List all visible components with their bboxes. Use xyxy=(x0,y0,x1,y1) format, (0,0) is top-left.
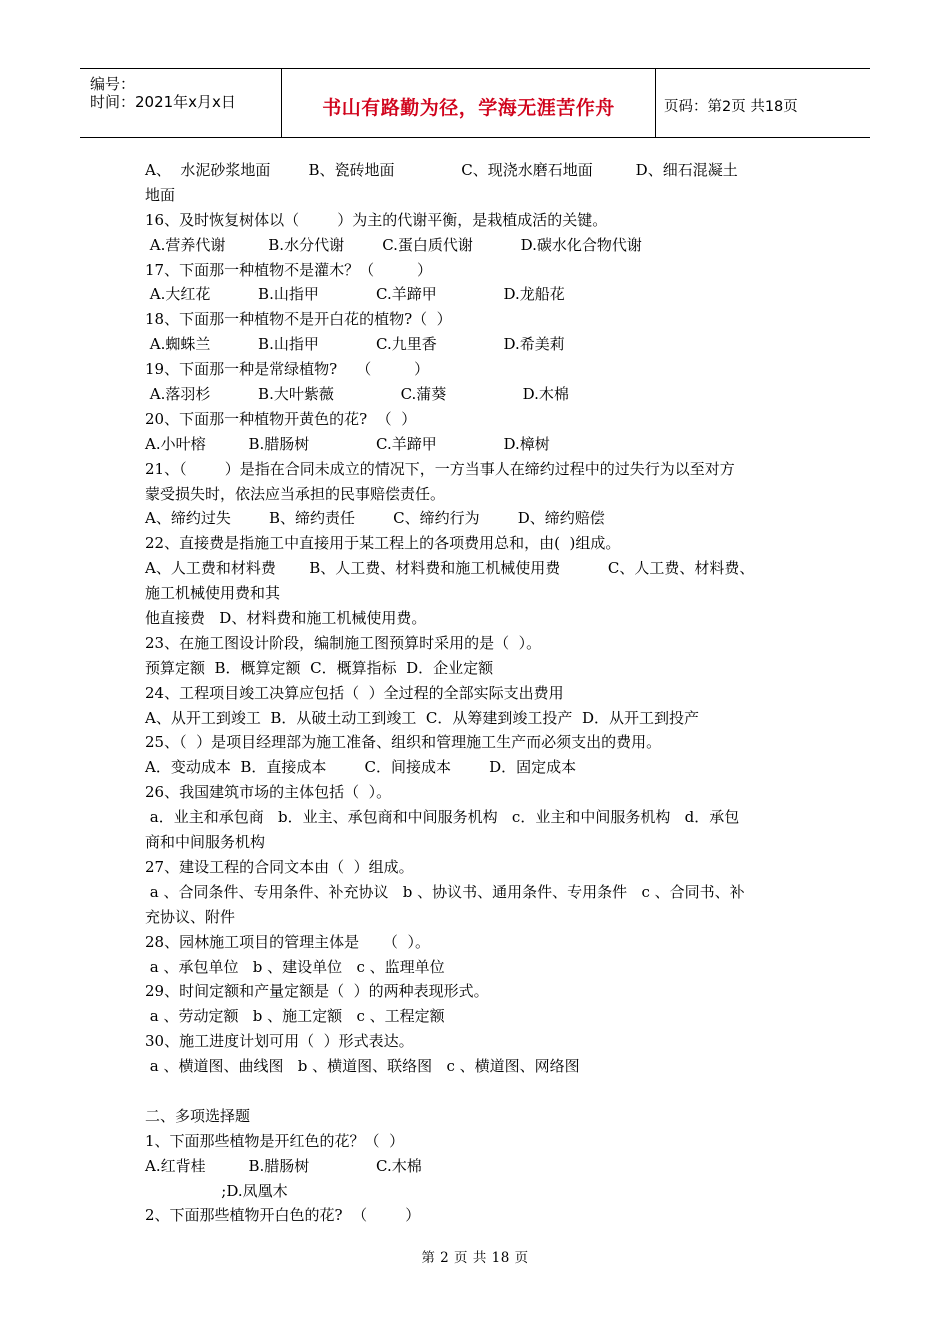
header-page-cell xyxy=(656,69,870,137)
document-date-label: 时间：2021年x月x日 xyxy=(90,93,236,111)
text-line: a 、横道图、曲线图 b 、横道图、联络图 c 、横道图、网络图 xyxy=(145,1057,580,1076)
text-line: A、 水泥砂浆地面 B、瓷砖地面 C、现浇水磨石地面 D、细石混凝土 xyxy=(145,161,738,179)
page-header xyxy=(80,68,870,138)
text-line: 27、建设工程的合同文本由（ ）组成。 xyxy=(145,857,414,876)
text-line: 26、我国建筑市场的主体包括（ ）。 xyxy=(145,783,392,802)
text-line: a．业主和承包商 b．业主、承包商和中间服务机构 c．业主和中间服务机构 d．承包 xyxy=(145,808,740,827)
text-line: a 、合同条件、专用条件、补充协议 b 、协议书、通用条件、专用条件 c 、合同书、补 xyxy=(145,882,745,901)
text-line: 16、及时恢复树体以（ ）为主的代谢平衡，是栽植成活的关键。 xyxy=(145,210,608,229)
text-line: 充协议、附件 xyxy=(145,907,236,926)
text-line: A.蜘蛛兰 B.山指甲 C.九里香 D.希美莉 xyxy=(145,335,565,354)
text-line: 17、下面那一种植物不是灌木？（ ） xyxy=(145,260,433,279)
text-line: A．变动成本 B．直接成本 C．间接成本 D．固定成本 xyxy=(145,758,577,777)
text-line: a 、承包单位 b 、建设单位 c 、监理单位 xyxy=(145,957,445,976)
header-motto-cell xyxy=(282,69,656,137)
header-meta-cell xyxy=(80,69,282,137)
text-line xyxy=(145,1079,825,1104)
text-line: 商和中间服务机构 xyxy=(145,833,266,852)
text-line: A.小叶榕 B.腊肠树 C.羊蹄甲 D.樟树 xyxy=(145,434,550,453)
text-line: 二、多项选择题 xyxy=(145,1106,251,1125)
text-line: 21、（ ）是指在合同未成立的情况下，一方当事人在缔约过程中的过失行为以至对方 xyxy=(145,459,735,478)
text-line: 30、施工进度计划可用（ ）形式表达。 xyxy=(145,1032,414,1051)
text-line: 预算定额 B．概算定额 C．概算指标 D．企业定额 xyxy=(145,658,494,677)
document-body xyxy=(145,158,825,1228)
text-line: 23、在施工图设计阶段，编制施工图预算时采用的是（ ）。 xyxy=(145,633,542,652)
text-line: 22、直接费是指施工中直接用于某工程上的各项费用总和，由( )组成。 xyxy=(145,534,621,553)
text-line: A、从开工到竣工 B．从破土动工到竣工 C．从筹建到竣工投产 D．从开工到投产 xyxy=(145,708,699,727)
page-footer: 第 2 页 共 18 页 xyxy=(421,1250,529,1266)
header-motto: 书山有路勤为径，学海无涯苦作舟 xyxy=(322,97,615,119)
text-line: 他直接费 D、材料费和施工机械使用费。 xyxy=(145,609,427,628)
header-page-number: 页码：第2页 共18页 xyxy=(664,99,798,115)
text-line: A、缔约过失 B、缔约责任 C、缔约行为 D、缔约赔偿 xyxy=(145,509,605,528)
text-line: 蒙受损失时，依法应当承担的民事赔偿责任。 xyxy=(145,484,446,503)
text-line: ;D.凤凰木 xyxy=(145,1181,288,1200)
text-line: 20、下面那一种植物开黄色的花? （ ） xyxy=(145,409,417,428)
text-line: 28、园林施工项目的管理主体是 （ ）。 xyxy=(145,932,430,951)
text-line: 1、下面那些植物是开红色的花？（ ） xyxy=(145,1131,405,1150)
text-line: 施工机械使用费和其 xyxy=(145,584,281,603)
text-line: A.大红花 B.山指甲 C.羊蹄甲 D.龙船花 xyxy=(145,285,565,304)
text-line: A、人工费和材料费 B、人工费、材料费和施工机械使用费 C、人工费、材料费、 xyxy=(145,559,755,578)
text-line: 2、下面那些植物开白色的花? （ ） xyxy=(145,1206,421,1225)
text-line: 29、时间定额和产量定额是（ ）的两种表现形式。 xyxy=(145,982,489,1001)
text-line: 地面 xyxy=(145,185,176,204)
text-line: a 、劳动定额 b 、施工定额 c 、工程定额 xyxy=(145,1007,445,1026)
text-line: 25、（ ）是项目经理部为施工准备、组织和管理施工生产而必须支出的费用。 xyxy=(145,733,662,752)
text-line: A.红背桂 B.腊肠树 C.木棉 xyxy=(145,1156,422,1175)
text-line: 19、下面那一种是常绿植物? （ ） xyxy=(145,360,430,379)
text-line: A.落羽杉 B.大叶紫薇 C.蒲葵 D.木棉 xyxy=(145,385,569,404)
text-line: A.营养代谢 B.水分代谢 C.蛋白质代谢 D.碳水化合物代谢 xyxy=(145,235,642,254)
text-line: 18、下面那一种植物不是开白花的植物?（ ） xyxy=(145,310,452,329)
document-number-label: 编号： xyxy=(90,75,136,93)
text-line: 24、工程项目竣工决算应包括（ ）全过程的全部实际支出费用 xyxy=(145,683,564,702)
